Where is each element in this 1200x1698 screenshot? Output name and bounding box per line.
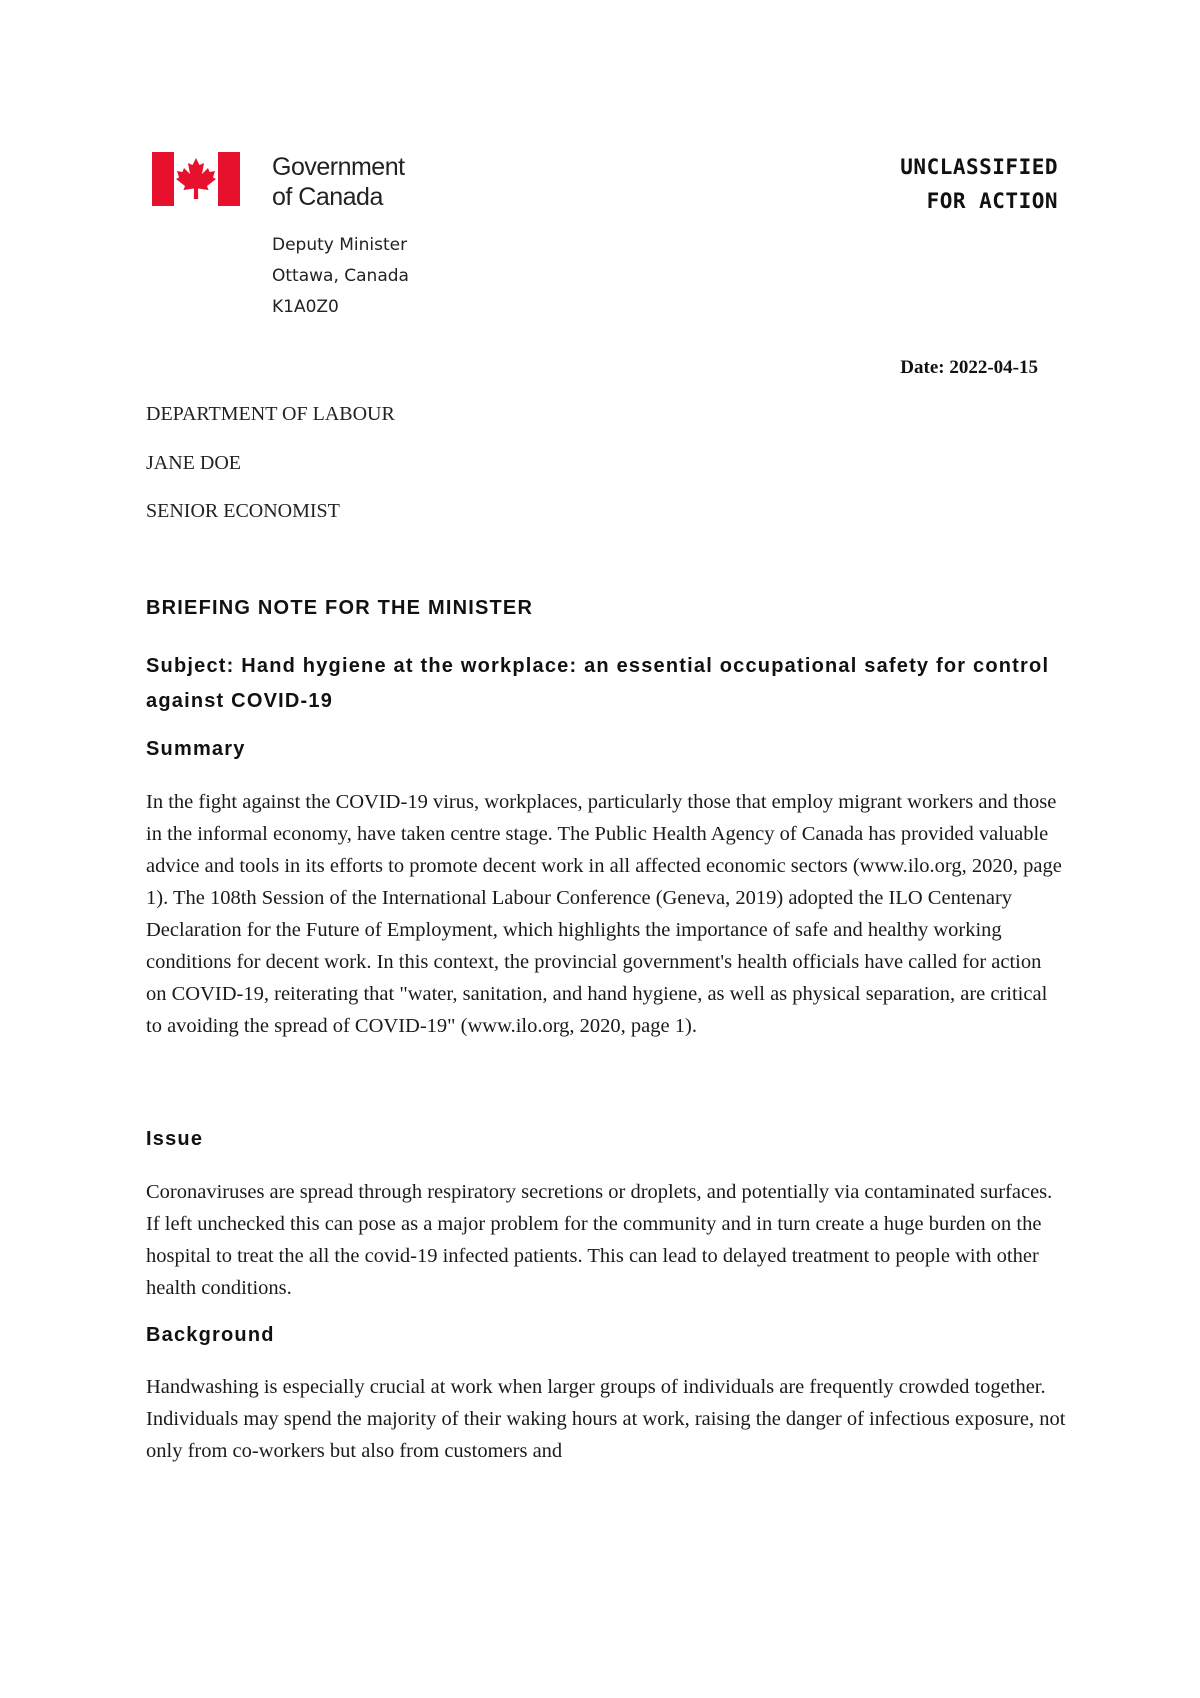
recipient-title: SENIOR ECONOMIST bbox=[146, 500, 340, 522]
briefing-note-title: BRIEFING NOTE FOR THE MINISTER bbox=[146, 597, 534, 619]
subject-line: Subject: Hand hygiene at the workplace: an essential occupational safety for control against COVID-19 bbox=[146, 655, 1050, 712]
issue-heading: Issue bbox=[146, 1128, 204, 1150]
issue-paragraph: Coronaviruses are spread through respiratory secretions or droplets, and potentially via contaminated surfaces. If left unchecked this can pose as a major problem for the community and in turn create a huge burden on the hospital to treat the all the covid-19 infected patients. This can lead to delayed treatment to people with other health conditions. bbox=[146, 1181, 1053, 1299]
logo-line-2: of Canada bbox=[272, 183, 383, 211]
sender-address bbox=[272, 230, 409, 323]
document-date: Date: 2022-04-15 bbox=[900, 357, 1038, 378]
government-of-canada-logo bbox=[152, 152, 422, 210]
classification-block bbox=[900, 150, 1058, 218]
canada-flag-icon bbox=[152, 152, 240, 206]
maple-leaf-icon bbox=[176, 158, 216, 199]
address-line-3: K1A0Z0 bbox=[272, 297, 339, 317]
address-line-1: Deputy Minister bbox=[272, 235, 408, 255]
background-heading: Background bbox=[146, 1324, 275, 1346]
classification-level: UNCLASSIFIED bbox=[900, 155, 1058, 179]
recipient-department: DEPARTMENT OF LABOUR bbox=[146, 403, 395, 425]
summary-heading: Summary bbox=[146, 738, 246, 760]
flag-right-band bbox=[218, 152, 240, 206]
address-line-2: Ottawa, Canada bbox=[272, 266, 409, 286]
logo-wordmark bbox=[272, 152, 405, 212]
background-paragraph: Handwashing is especially crucial at work when larger groups of individuals are frequently crowded together. Individuals may spend the majority of their waking hours at work, raising the danger of infectious exposure, not only from co-workers but also from customers and bbox=[146, 1376, 1066, 1462]
summary-paragraph: In the fight against the COVID-19 virus, workplaces, particularly those that employ migrant workers and those in the informal economy, have taken centre stage. The Public Health Agency of Canada has provided valuable advice and tools in its efforts to promote decent work in all affected economic sectors (www.ilo.org, 2020, page 1). The 108th Session of the International Labour Conference (Geneva, 2019) adopted the ILO Centenary Declaration for the Future of Employment, which highlights the importance of safe and healthy working conditions for decent work. In this context, the provincial government's health officials have called for action on COVID-19, reiterating that "water, sanitation, and hand hygiene, as well as physical separation, are critical to avoiding the spread of COVID-19" (www.ilo.org, 2020, page 1). bbox=[146, 791, 1062, 1037]
logo-line-1: Government bbox=[272, 153, 405, 181]
recipient-name: JANE DOE bbox=[146, 452, 241, 474]
classification-action: FOR ACTION bbox=[926, 189, 1058, 213]
flag-left-band bbox=[152, 152, 174, 206]
